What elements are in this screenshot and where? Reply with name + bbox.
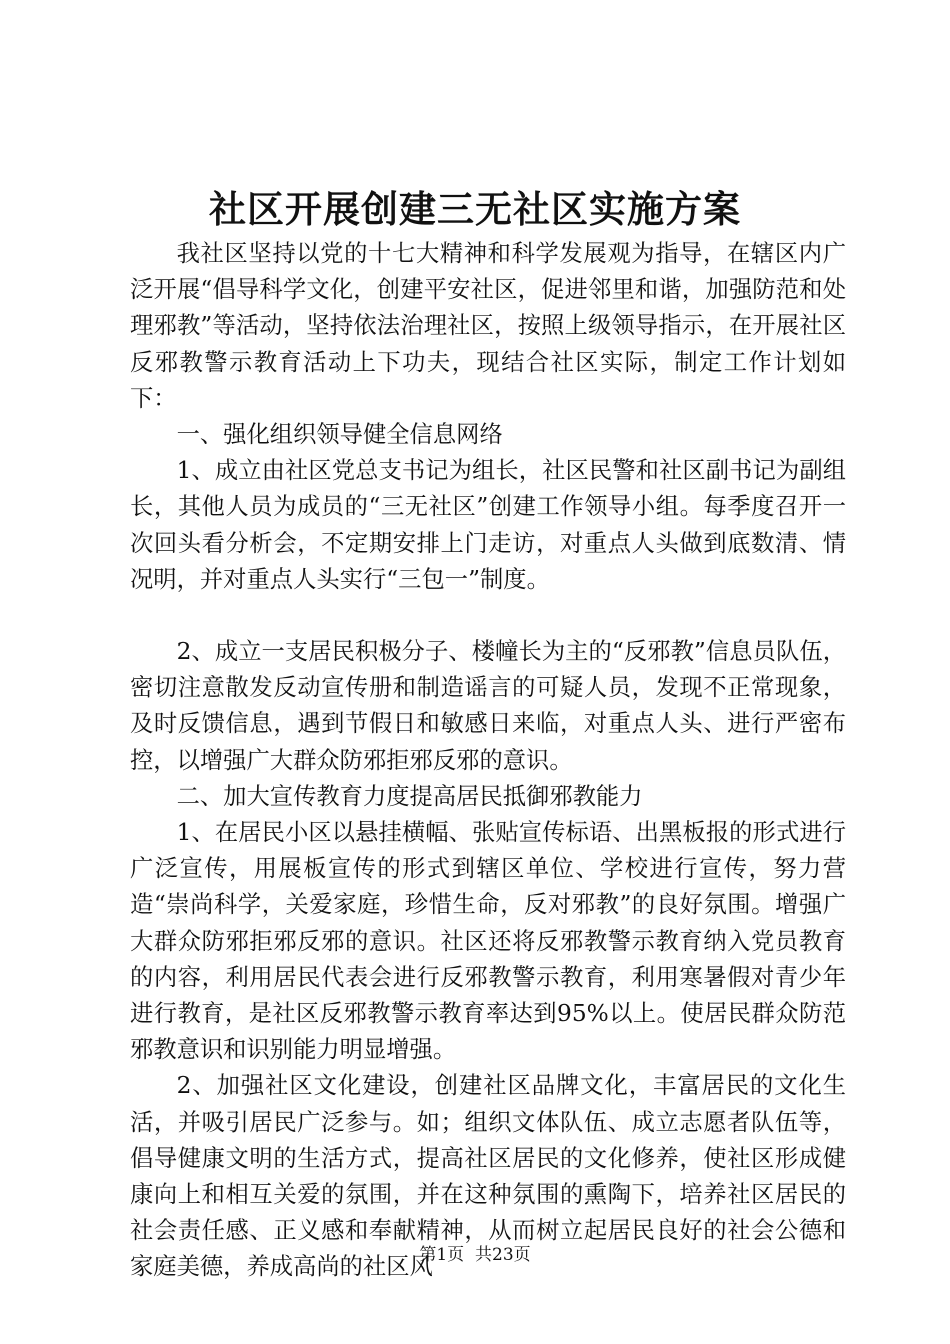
section-1-item-2: 2、成立一支居民积极分子、楼幢长为主的“反邪教”信息员队伍，密切注意散发反动宣传册和制造谣言的可疑人员，发现不正常现象，及时反馈信息，遇到节假日和敏感日来临，对重点人头、进行严密布控，以增强广大群众防邪拒邪反邪的意识。 [130,638,846,774]
page-total: 共23页 [475,1245,531,1265]
document-body [130,236,846,1286]
section-2-item-1: 1、在居民小区以悬挂横幅、张贴宣传标语、出黑板报的形式进行广泛宣传，用展板宣传的形式到辖区单位、学校进行宣传，努力营造“崇尚科学，关爱家庭，珍惜生命，反对邪教”的良好氛围。增强广大群众防邪拒邪反邪的意识。社区还将反邪教警示教育纳入党员教育的内容，利用居民代表会进行反邪教警示教育，利用寒暑假对青少年进行教育，是社区反邪教警示教育率达到95%以上。使居民群众防范邪教意识和识别能力明显增强。 [130,819,846,1064]
page-number: 第1页 [419,1245,465,1265]
page-footer [0,1243,950,1267]
section-2-item-2: 2、加强社区文化建设，创建社区品牌文化，丰富居民的文化生活，并吸引居民广泛参与。如；组织文体队伍、成立志愿者队伍等，倡导健康文明的生活方式，提高社区居民的文化修养，使社区形成健康向上和相互关爱的氛围，并在这种氛围的熏陶下，培养社区居民的社会责任感、正义感和奉献精神，从而树立起居民良好的社会公德和家庭美德，养成高尚的社区风 [130,1072,846,1281]
document-title: 社区开展创建三无社区实施方案 [209,187,741,231]
section-heading-2: 二、加大宣传教育力度提高居民抵御邪教能力 [176,782,643,810]
section-1-item-1: 1、成立由社区党总支书记为组长，社区民警和社区副书记为副组长，其他人员为成员的“三无社区”创建工作领导小组。每季度召开一次回头看分析会，不定期安排上门走访，对重点人头做到底数清、情况明，并对重点人头实行“三包一”制度。 [130,457,846,593]
intro-paragraph: 我社区坚持以党的十七大精神和科学发展观为指导，在辖区内广泛开展“倡导科学文化，创建平安社区，促进邻里和谐，加强防范和处理邪教”等活动，坚持依法治理社区，按照上级领导指示，在开展社区反邪教警示教育活动上下功夫，现结合社区实际，制定工作计划如下： [130,240,846,412]
section-heading-1: 一、强化组织领导健全信息网络 [176,421,503,449]
